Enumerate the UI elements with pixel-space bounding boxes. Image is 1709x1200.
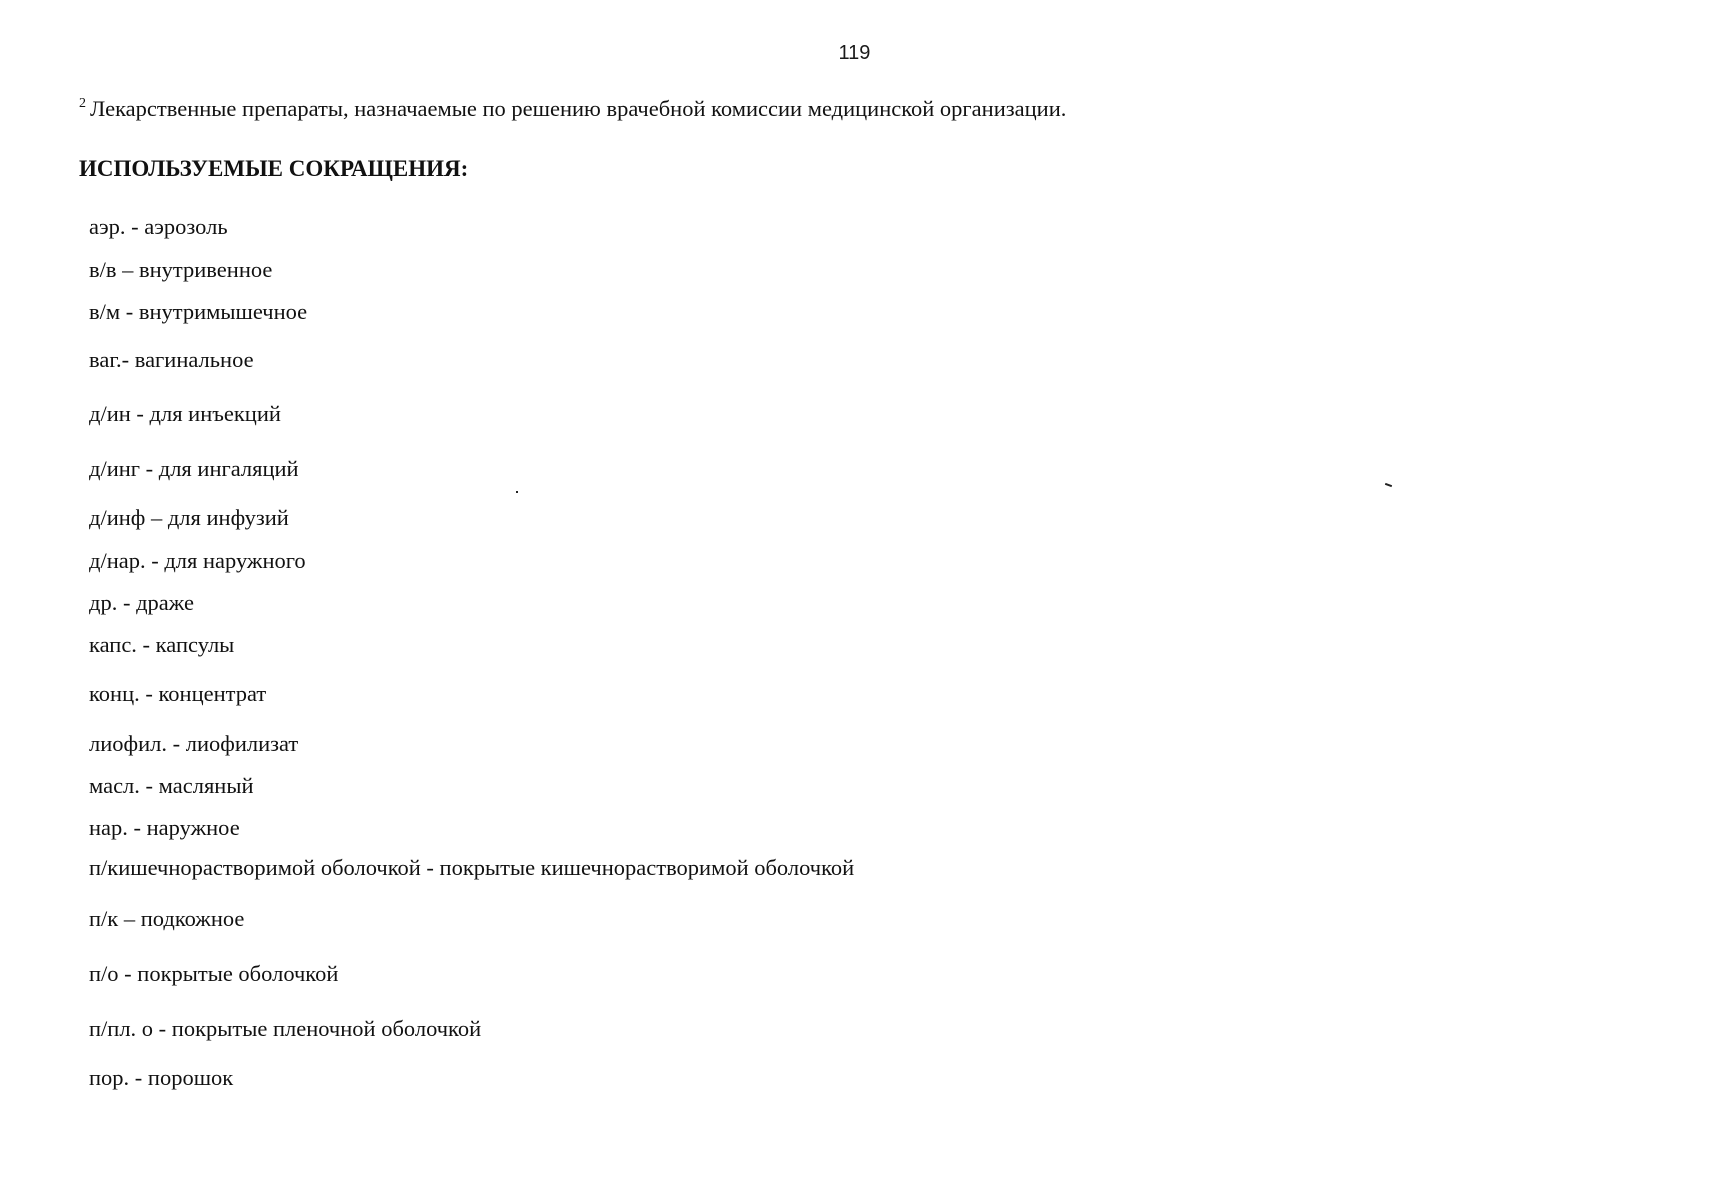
abbreviation-item: д/ин - для инъекций	[89, 401, 281, 426]
abbreviation-item: п/пл. о - покрытые пленочной оболочкой	[89, 1016, 482, 1041]
abbreviation-item: в/в – внутривенное	[89, 257, 273, 282]
footnote-text: Лекарственные препараты, назначаемые по решению врачебной комиссии медицинской организации.	[90, 96, 1067, 121]
footnote	[79, 96, 1066, 122]
abbreviation-item: пор. - порошок	[89, 1065, 234, 1090]
abbreviation-item: д/инф – для инфузий	[89, 505, 289, 530]
abbreviation-item: д/нар. - для наружного	[89, 548, 306, 573]
abbreviation-item: конц. - концентрат	[89, 681, 267, 706]
abbreviation-item: ваг.- вагинальное	[89, 347, 254, 372]
abbreviation-item: нар. - наружное	[89, 815, 240, 840]
abbreviation-item: капс. - капсулы	[89, 632, 235, 657]
abbreviation-item: в/м - внутримышечное	[89, 299, 308, 324]
scan-speck	[1385, 483, 1392, 487]
abbreviation-item: масл. - масляный	[89, 773, 254, 798]
scan-speck	[516, 491, 518, 493]
abbreviation-item: п/о - покрытые оболочкой	[89, 961, 339, 986]
abbreviation-item: п/кишечнорастворимой оболочкой - покрытые кишечнорастворимой оболочкой	[89, 855, 855, 880]
page-number: 119	[838, 42, 871, 64]
section-heading: ИСПОЛЬЗУЕМЫЕ СОКРАЩЕНИЯ:	[79, 156, 469, 181]
abbreviation-item: п/к – подкожное	[89, 906, 245, 931]
abbreviation-item: д/инг - для ингаляций	[89, 456, 299, 481]
abbreviation-item: лиофил. - лиофилизат	[89, 731, 299, 756]
abbreviation-item: др. - драже	[89, 590, 194, 615]
footnote-marker: 2	[79, 96, 86, 111]
abbreviation-item: аэр. - аэрозоль	[89, 214, 228, 239]
